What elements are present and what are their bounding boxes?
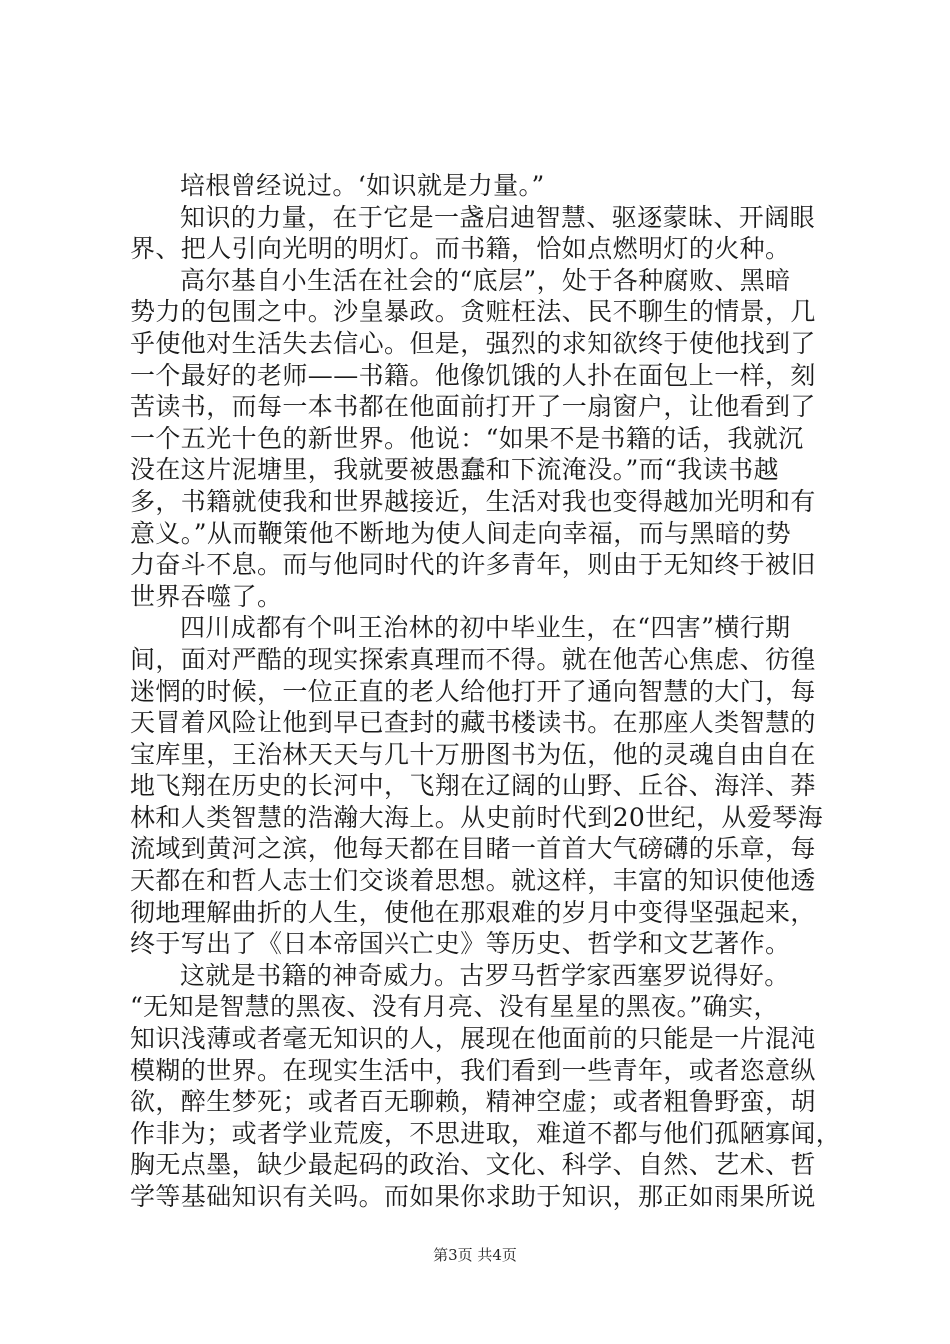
text-line: 乎使他对生活失去信心。但是，强烈的求知欲终于使他找到了 bbox=[130, 328, 816, 358]
text-line: 苦读书，而每一本书都在他面前打开了一扇窗户，让他看到了 bbox=[130, 392, 816, 422]
page-footer: 第3页 共4页 bbox=[433, 1246, 517, 1264]
body-text bbox=[130, 170, 842, 1213]
text-line: 四川成都有个叫王治林的初中毕业生，在“四害”横行期 bbox=[180, 613, 791, 643]
text-line: 世界吞噬了。 bbox=[130, 581, 283, 611]
text-line: 迷惘的时候，一位正直的老人给他打开了通向智慧的大门，每 bbox=[130, 676, 816, 706]
text-line: “无知是智慧的黑夜、没有月亮、没有星星的黑夜。”确实， bbox=[130, 992, 779, 1022]
text-line: 一个五光十色的新世界。他说：“如果不是书籍的话，我就沉 bbox=[130, 423, 804, 453]
text-line: 作非为；或者学业荒废，不思进取，难道不都与他们孤陋寡闻， bbox=[130, 1118, 842, 1148]
text-line: 天都在和哲人志士们交谈着思想。就这样，丰富的知识使他透 bbox=[130, 866, 816, 896]
text-line: 终于写出了《日本帝国兴亡史》等历史、哲学和文艺著作。 bbox=[130, 929, 791, 959]
text-line: 界、把人引向光明的明灯。而书籍，恰如点燃明灯的火种。 bbox=[130, 234, 791, 264]
text-line: 地飞翔在历史的长河中，飞翔在辽阔的山野、丘谷、海洋、莽 bbox=[130, 771, 816, 801]
text-line: 彻地理解曲折的人生，使他在那艰难的岁月中变得坚强起来， bbox=[130, 897, 816, 927]
text-line: 培根曾经说过。‘如识就是力量。” bbox=[180, 171, 545, 200]
text-line: 多，书籍就使我和世界越接近，生活对我也变得越加光明和有 bbox=[130, 486, 816, 516]
text-line: 高尔基自小生活在社会的“底层”，处于各种腐败、黑暗 bbox=[180, 265, 791, 295]
text-line: 间，面对严酷的现实探索真理而不得。就在他苦心焦虑、彷徨 bbox=[130, 644, 816, 674]
text-line: 这就是书籍的神奇威力。古罗马哲学家西塞罗说得好。 bbox=[180, 960, 790, 990]
text-line: 宝库里，王治林天天与几十万册图书为伍，他的灵魂自由自在 bbox=[130, 739, 816, 769]
text-line: 学等基础知识有关吗。而如果你求助于知识，那正如雨果所说 bbox=[130, 1182, 816, 1211]
text-line: 欲，醉生梦死；或者百无聊赖，精神空虚；或者粗鲁野蛮，胡 bbox=[130, 1087, 816, 1117]
text-line: 力奋斗不息。而与他同时代的许多青年，则由于无知终于被旧 bbox=[130, 550, 816, 580]
text-line: 天冒着风险让他到早已查封的藏书楼读书。在那座人类智慧的 bbox=[130, 708, 816, 738]
text-line: 意义。”从而鞭策他不断地为使人间走向幸福，而与黑暗的势 bbox=[130, 518, 792, 548]
text-line: 没在这片泥塘里，我就要被愚蠢和下流淹没。”而“我读书越 bbox=[130, 455, 779, 485]
text-line: 流域到黄河之滨，他每天都在目睹一首首大气磅礴的乐章，每 bbox=[130, 834, 816, 864]
text-line: 林和人类智慧的浩瀚大海上。从史前时代到20世纪，从爱琴海 bbox=[130, 802, 824, 832]
text-line: 胸无点墨，缺少最起码的政治、文化、科学、自然、艺术、哲 bbox=[130, 1150, 816, 1180]
text-line: 知识的力量，在于它是一盏启迪智慧、驱逐蒙昧、开阔眼 bbox=[180, 202, 816, 232]
text-line: 一个最好的老师——书籍。他像饥饿的人扑在面包上一样，刻 bbox=[130, 360, 816, 390]
text-line: 势力的包围之中。沙皇暴政。贪赃枉法、民不聊生的情景，几 bbox=[130, 297, 816, 327]
text-line: 知识浅薄或者毫无知识的人，展现在他面前的只能是一片混沌 bbox=[130, 1024, 816, 1054]
text-line: 模糊的世界。在现实生活中，我们看到一些青年，或者恣意纵 bbox=[130, 1055, 816, 1085]
